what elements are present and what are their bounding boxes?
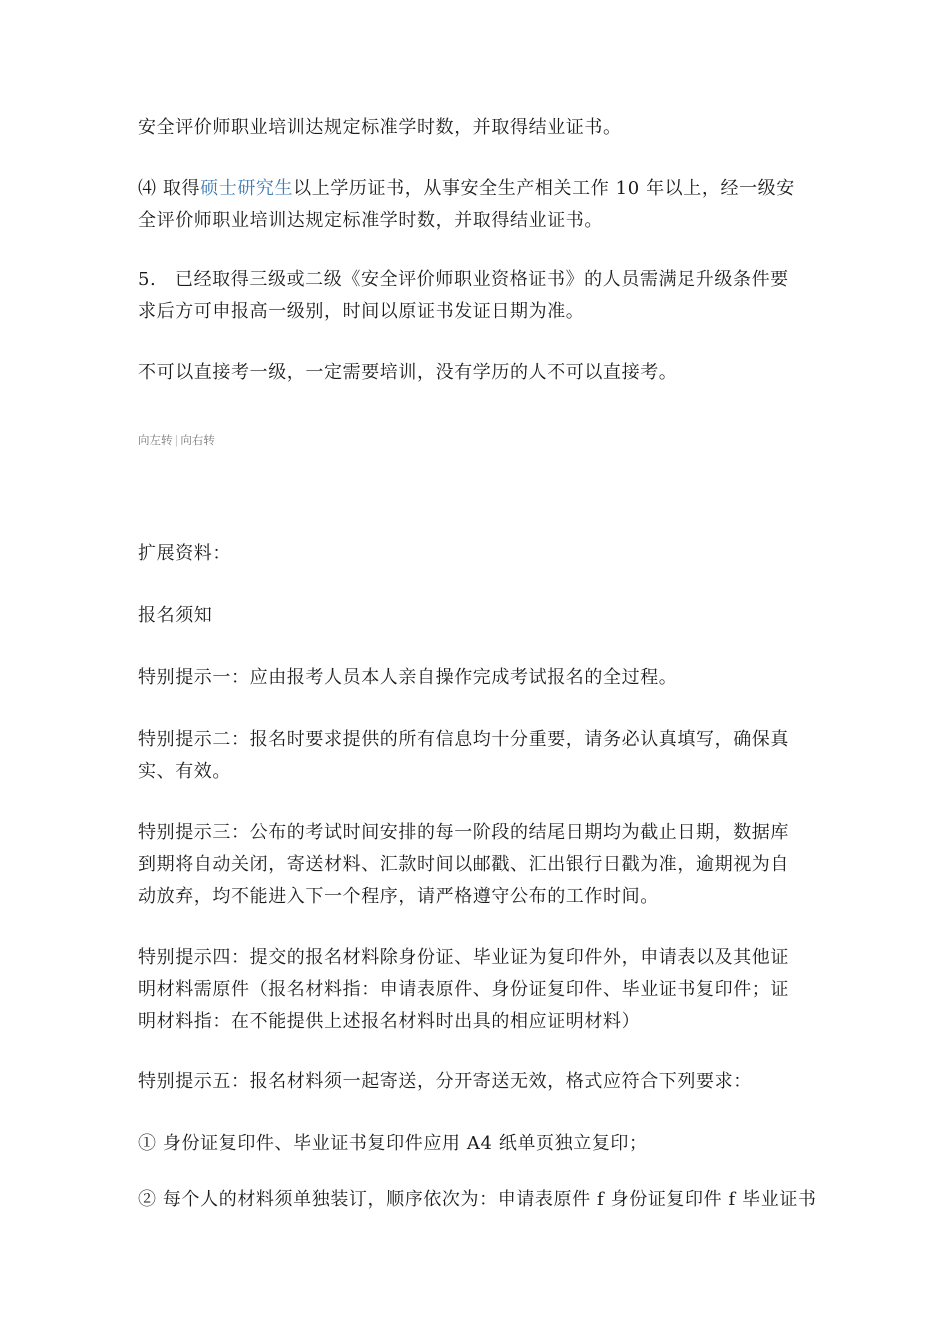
paragraph-upgrade-requirement <box>138 264 818 328</box>
text-line: ② 每个人的材料须单独装订，顺序依次为：申请表原件 f 身份证复印件 f 毕业证书 <box>138 1189 817 1210</box>
divider: | <box>174 433 179 447</box>
notice-four <box>138 942 818 1038</box>
rotate-right-link[interactable]: 向右转 <box>180 433 215 447</box>
text-line: 求后方可申报高一级别，时间以原证书发证日期为准。 <box>138 301 585 322</box>
text-line: 5. 已经取得三级或二级《安全评价师职业资格证书》的人员需满足升级条件要 <box>138 269 789 290</box>
text-line: 扩展资料： <box>138 543 231 564</box>
text-line: 特别提示五：报名材料须一起寄送，分开寄送无效，格式应符合下列要求： <box>138 1071 752 1092</box>
text-line: 报名须知 <box>138 605 213 626</box>
text-line: 实、有效。 <box>138 761 231 782</box>
text-line: 特别提示三：公布的考试时间安排的每一阶段的结尾日期均为截止日期，数据库 <box>138 822 789 843</box>
text-segment: 以上学历证书，从事安全生产相关工作 10 年以上，经一级安 <box>293 178 795 199</box>
notice-three <box>138 817 818 913</box>
text-segment: ⑷ 取得 <box>138 178 201 199</box>
text-line: 明材料指：在不能提供上述报名材料时出具的相应证明材料） <box>138 1011 641 1032</box>
text-line: 特别提示一：应由报考人员本人亲自操作完成考试报名的全过程。 <box>138 667 678 688</box>
text-line: 不可以直接考一级，一定需要培训，没有学历的人不可以直接考。 <box>138 362 678 383</box>
text-line: 到期将自动关闭，寄送材料、汇款时间以邮戳、汇出银行日戳为准，逾期视为自 <box>138 854 789 875</box>
requirement-item-2 <box>138 1184 818 1216</box>
masters-degree-link[interactable]: 硕士研究生 <box>200 178 294 199</box>
rotate-controls <box>138 432 215 448</box>
paragraph-masters-requirement <box>138 173 818 237</box>
notice-two <box>138 724 818 788</box>
notice-five <box>138 1066 818 1098</box>
section-heading-registration <box>138 600 818 632</box>
text-line: 特别提示四：提交的报名材料除身份证、毕业证为复印件外，申请表以及其他证 <box>138 947 789 968</box>
text-line <box>138 173 818 205</box>
text-line: 全评价师职业培训达规定标准学时数，并取得结业证书。 <box>138 210 603 231</box>
text-line: 明材料需原件（报名材料指：申请表原件、身份证复印件、毕业证书复印件；证 <box>138 979 789 1000</box>
paragraph-training-requirement <box>138 112 818 144</box>
requirement-item-1 <box>138 1128 818 1160</box>
paragraph-answer <box>138 357 818 389</box>
text-line: 动放弃，均不能进入下一个程序，请严格遵守公布的工作时间。 <box>138 886 659 907</box>
text-line: 特别提示二：报名时要求提供的所有信息均十分重要，请务必认真填写，确保真 <box>138 729 789 750</box>
text-line: 安全评价师职业培训达规定标准学时数，并取得结业证书。 <box>138 117 622 138</box>
rotate-left-link[interactable]: 向左转 <box>138 433 173 447</box>
notice-one <box>138 662 818 694</box>
text-line: ① 身份证复印件、毕业证书复印件应用 A4 纸单页独立复印； <box>138 1133 648 1154</box>
section-heading-extended <box>138 538 818 570</box>
